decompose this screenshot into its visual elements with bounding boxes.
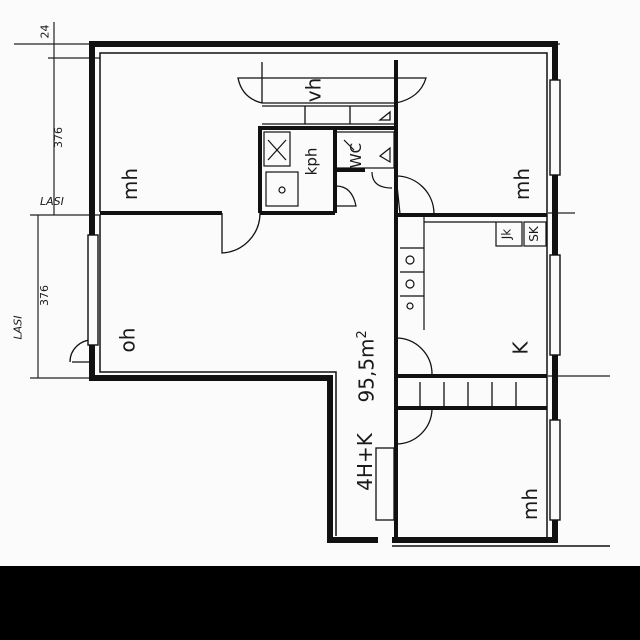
room-label-bathroom: kph xyxy=(302,147,321,176)
windows xyxy=(88,77,560,520)
room-label-bottom-right-bedroom: mh xyxy=(518,487,543,521)
dimension-lower: 376 xyxy=(38,285,51,306)
doors xyxy=(70,176,434,444)
cabinet-label-jk: Jk xyxy=(499,228,514,240)
plan-area-value: 95,5m xyxy=(354,338,379,403)
room-label-kitchen: K xyxy=(508,341,533,355)
room-label-living-room: oh xyxy=(115,327,140,353)
plan-summary: 4H+K xyxy=(352,433,377,491)
room-label-top-left-bedroom: mh xyxy=(118,167,143,201)
room-label-top-right-bedroom: mh xyxy=(510,167,535,201)
window-label-upper: LASI xyxy=(40,195,64,208)
plan-area xyxy=(356,330,377,402)
bottom-black-bar xyxy=(0,566,640,640)
plan-area-exponent: 2 xyxy=(354,330,370,339)
kitchen-counters xyxy=(400,215,546,330)
dimension-top: 24 xyxy=(38,24,52,39)
window-label-lower: LASI xyxy=(11,315,25,340)
interior-walls xyxy=(100,60,547,540)
room-label-storage: vh xyxy=(301,77,326,103)
dimension-upper: 376 xyxy=(52,127,65,148)
room-label-wc: WC xyxy=(347,142,366,169)
cabinet-label-sk: SK xyxy=(526,226,541,242)
exterior-walls xyxy=(92,44,555,540)
